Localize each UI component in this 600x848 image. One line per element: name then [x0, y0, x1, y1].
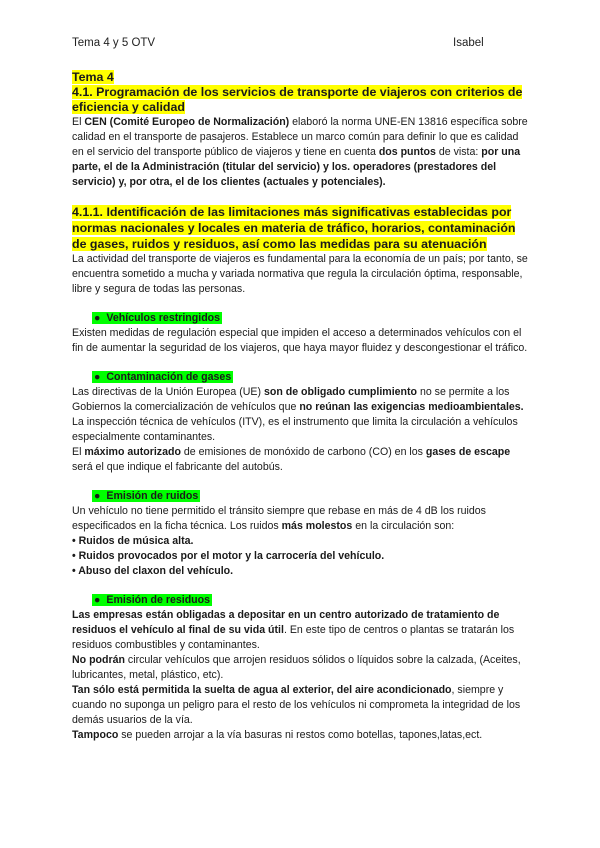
section-4-1-paragraph: El CEN (Comité Europeo de Normalización) elaboró la norma UNE-EN 13816 específica sobre calidad en el transporte de pasajeros. Establece un marco común para definir lo que es calidad en el servicio del transporte público de viajeros y tiene en cuenta dos puntos de vista: por una parte, el de la Administración (titular del servicio) y los. operadores (prestadores del servicio) y, por otra, el de los clientes (actuales y potenciales). [72, 116, 528, 188]
tema-title: Tema 4 [72, 70, 114, 84]
heading-emision-ruidos: ● Emisión de ruidos [94, 490, 199, 502]
gases-paragraph-3: El máximo autorizado de emisiones de monóxido de carbono (CO) en los gases de escape será el que indique el fabricante del autobús. [72, 446, 511, 473]
residuos-paragraph-1: Las empresas están obligadas a depositar en un centro autorizado de tratamiento de residuos el vehículo al final de su vida útil. En este tipo de centros o plantas se tratarán los residuos combustibles y contaminantes. [72, 609, 515, 651]
bullet-icon: ● [94, 312, 101, 324]
vehiculos-paragraph: Existen medidas de regulación especial que impiden el acceso a determinados vehículos con el fin de aumentar la seguridad de los viajeros, que haya mayor fluidez y descongestionar el tráfico. [72, 327, 528, 354]
residuos-paragraph-3: Tan sólo está permitida la suelta de agua al exterior, del aire acondicionado, siempre y cuando no suponga un peligro para el resto de los vehículos ni comprometa la integridad de los demás usuarios de la vía. [72, 684, 521, 726]
section-4-1-1-heading: 4.1.1. Identificación de las limitaciones más significativas establecidas por normas nacionales y locales en materia de tráfico, horarios, contaminación de gases, ruidos y residuos, así como las medidas para su atenuación [72, 205, 516, 251]
header-left-text: Tema 4 y 5 OTV [72, 37, 156, 49]
page-header [72, 37, 528, 53]
section-4-1-1-intro: La actividad del transporte de viajeros es fundamental para la economía de un país; por tanto, se encuentra sometido a mucha y variada normativa que regula la circulación óptima, responsable, libre y segura de todas las personas. [72, 253, 528, 295]
gases-paragraph-2: La inspección técnica de vehículos (ITV), es el instrumento que limita la circulación a vehículos especialmente contaminantes. [72, 416, 518, 443]
bullet-icon: ● [94, 371, 101, 383]
section-4-1-heading: 4.1. Programación de los servicios de transporte de viajeros con criterios de eficiencia y calidad [72, 85, 523, 114]
ruidos-list-item: • Ruidos de música alta. [72, 535, 194, 547]
bullet-icon: ● [94, 490, 101, 502]
residuos-paragraph-4: Tampoco se pueden arrojar a la vía basuras ni restos como botellas, tapones,latas,ect. [72, 729, 483, 741]
heading-emision-residuos: ● Emisión de residuos [94, 594, 211, 606]
gases-paragraph-1: Las directivas de la Unión Europea (UE) son de obligado cumplimiento no se permite a los Gobiernos la comercialización de vehículos que no reúnan las exigencias medioambientales. [72, 386, 524, 413]
header-author: Isabel [453, 37, 484, 49]
ruidos-paragraph: Un vehículo no tiene permitido el tránsito siempre que rebase en más de 4 dB los ruidos especificados en la ficha técnica. Los ruidos más molestos en la circulación son: [72, 505, 486, 532]
heading-contaminacion-gases: ● Contaminación de gases [94, 371, 232, 383]
ruidos-list-item: • Abuso del claxon del vehículo. [72, 565, 234, 577]
ruidos-list-item: • Ruidos provocados por el motor y la carrocería del vehículo. [72, 550, 385, 562]
heading-vehiculos-restringidos: ● Vehículos restringidos [94, 312, 221, 324]
residuos-paragraph-2: No podrán circular vehículos que arrojen residuos sólidos o líquidos sobre la calzada, (Aceites, lubricantes, metal, plástico, etc). [72, 654, 521, 681]
bullet-icon: ● [94, 594, 101, 606]
document-body [72, 70, 532, 743]
